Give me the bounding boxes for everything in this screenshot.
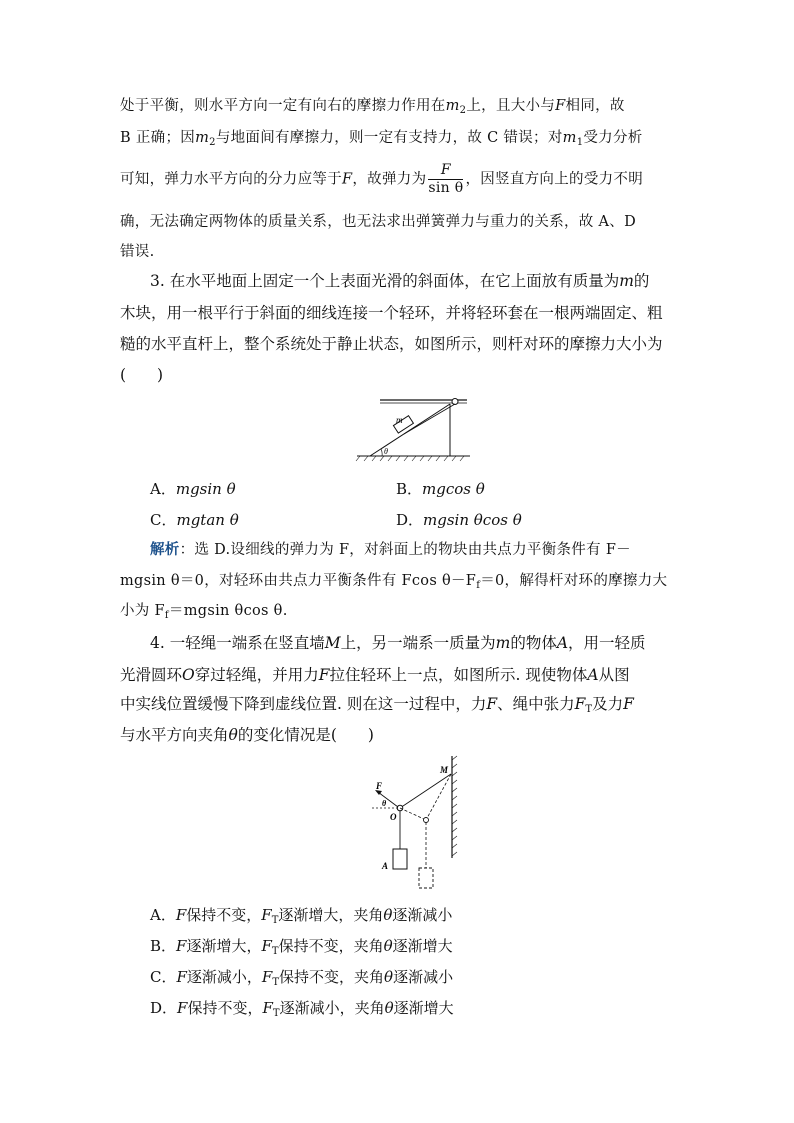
fig-label-m: m: [396, 415, 403, 425]
block-A: [393, 849, 407, 869]
q3-solution-line-2: mgsin θ＝0，对轻环由共点力平衡条件有 Fcos $\theta-F_f=0$，解得杆对环的摩擦力大: [120, 573, 668, 591]
fig-label-theta: θ: [382, 799, 387, 808]
rope-dashed: [426, 774, 451, 820]
solution2-line-5: 错误.: [120, 244, 155, 260]
fig-label-M: M: [440, 765, 449, 775]
q4-line-1: 4. 一轻绳一端系在竖直墙M上，另一端系一质量为m的物体A，用一轻质: [150, 634, 646, 652]
solution2-line-3: 可知，弹力水平方向的分力应等于F，故弹力为 $\frac{F}{\text{sin θ}}$ ，因竖直方向上的受力不明: [120, 162, 644, 196]
fig-label-F: F: [376, 781, 383, 791]
q4-line-4: 与水平方向夹角θ的变化情况是( ): [120, 726, 374, 744]
q3-solution-line-3: 小为 $F_f=mgsin$ θcos θ.: [120, 603, 288, 621]
q3-line-3: 糙的水平直杆上，整个系统处于静止状态，如图所示，则杆对环的摩擦力大小为: [120, 335, 663, 353]
q3-option-b[interactable]: B．mgcos θ: [396, 480, 485, 498]
q3-option-c[interactable]: C．mgtan θ: [150, 511, 239, 529]
string: [404, 404, 455, 434]
q3-incline-figure: [352, 392, 472, 466]
fig-label-A: A: [382, 861, 389, 871]
q4-line-3: 中实线位置缓慢下降到虚线位置. 则在这一过程中，力F、绳中张力$F_T$及力F: [120, 695, 634, 715]
fraction-f-over-sin-theta: $\frac{F}{\text{sin θ}}$: [428, 162, 464, 196]
q3-solution-line-1: 解析：选 D.设细线的弹力为 F，对斜面上的物块由共点力平衡条件有 F－: [150, 541, 631, 558]
q3-line-4: ( ): [120, 366, 164, 384]
q3-line-2: 木块，用一根平行于斜面的细线连接一个轻环，并将轻环套在一根两端固定、粗: [120, 304, 663, 322]
ring-dashed: [424, 818, 429, 823]
q4-ring-figure: [362, 752, 472, 894]
q3-option-a[interactable]: A．mgsin θ: [150, 480, 236, 498]
solution2-line-4: 确，无法确定两物体的质量关系，也无法求出弹簧弹力与重力的关系，故 A、D: [120, 214, 637, 230]
q4-line-2: 光滑圆环O穿过轻绳，并用力F拉住轻环上一点，如图所示. 现使物体A从图: [120, 666, 630, 684]
incline-slope: [370, 404, 450, 456]
block-A-dashed: [419, 868, 433, 888]
q4-option-a[interactable]: A．F保持不变，$F_T$逐渐增大，夹角θ逐渐减小: [150, 906, 453, 926]
q3-line-1: 3. 在水平地面上固定一个上表面光滑的斜面体，在它上面放有质量为m的: [150, 272, 650, 290]
fig-label-O: O: [390, 812, 397, 822]
force-F-arrow: [378, 792, 398, 807]
q4-option-d[interactable]: D．F保持不变，$F_T$逐渐减小，夹角θ逐渐增大: [150, 999, 454, 1019]
q4-option-c[interactable]: C．F逐渐减小，$F_T$保持不变，夹角θ逐渐减小: [150, 968, 454, 988]
solution2-line-1: 处于平衡，则水平方向一定有向右的摩擦力作用在$m_2$上，且大小与F相同，故: [120, 98, 625, 116]
q3-option-d[interactable]: D．mgsin θcos θ: [396, 511, 522, 529]
ring: [452, 399, 458, 405]
solution-label: 解析: [150, 541, 180, 558]
q4-option-b[interactable]: B．F逐渐增大，$F_T$保持不变，夹角θ逐渐增大: [150, 937, 453, 957]
fig-label-theta: θ: [384, 447, 388, 456]
solution2-line-2: B 正确；因$m_2$与地面间有摩擦力，则一定有支持力，故 C 错误；对$m_1$受力分析: [120, 130, 643, 148]
rope-solid: [400, 774, 451, 808]
